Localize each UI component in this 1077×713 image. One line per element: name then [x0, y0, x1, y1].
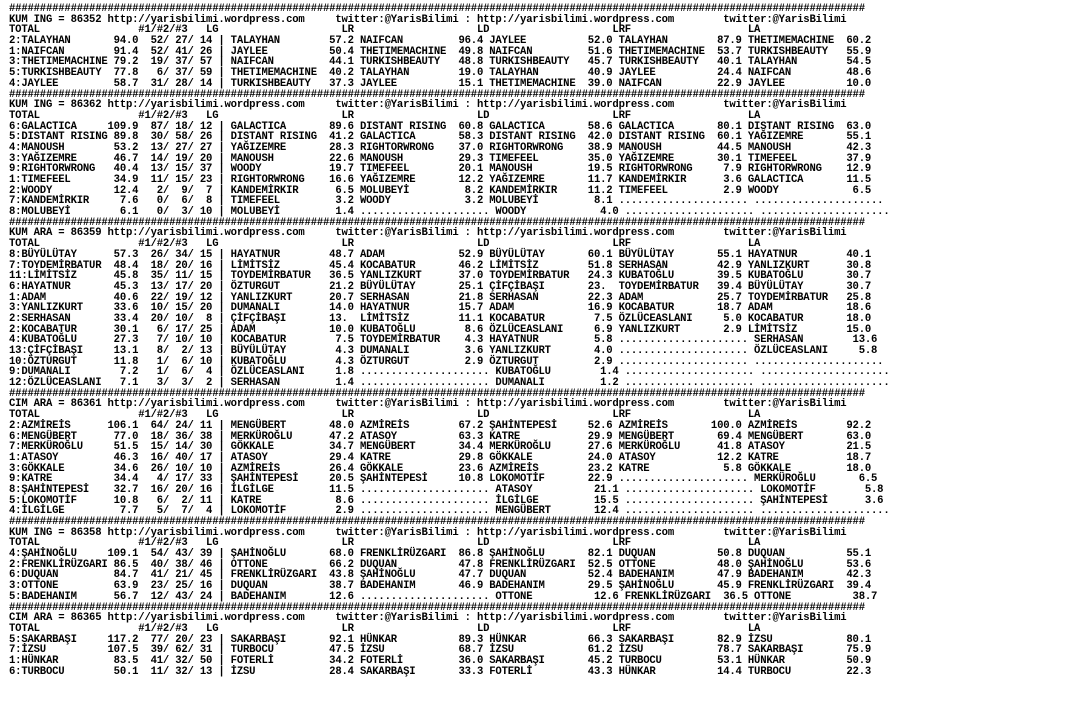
horse-row: 5:BADEHANIM 56.7 12/ 43/ 24 | BADEHANIM 12.6 ..................... OTTONE 12.6 FRENKLİRÜZGARI 36.5 OTTONE 38.7 [9, 590, 878, 603]
horse-row: 7:TOYDEMİRBATUR 48.4 18/ 20/ 16 | LİMİTSİZ 45.4 KOCABATUR 46.2 LİMİTSİZ 51.8 SERHASAN 42.9 YANLIZKURT 30.8 [9, 259, 872, 272]
horse-row: 3:OTTONE 63.9 23/ 25/ 16 | DUQUAN 38.7 BADEHANIM 46.9 BADEHANIM 29.5 ŞAHİNOĞLU 45.9 FRENKLİRÜZGARI 39.4 [9, 580, 872, 593]
horse-row: 3:YANLIZKURT 33.6 10/ 15/ 20 | DUMANALI 14.0 HAYATNUR 15.7 ADAM 16.9 KOCABATUR 18.7 ADAM 18.6 [9, 302, 872, 315]
horse-row: 13:ÇİFÇİBAŞI 13.1 8/ 2/ 13 | BÜYÜLÜTAY 4.3 DUMANALI 3.6 YANLIZKURT 4.0 ..................... ÖZLÜCEASLANI 5.8 [9, 345, 878, 357]
horse-row: 5:TURKISHBEAUTY 77.8 6/ 37/ 59 | THETIMEMACHINE 40.2 TALAYHAN 19.0 TALAYHAN 40.9 JAYLEE 24.4 NAIFCAN 48.6 [9, 67, 872, 80]
horse-row: 8:BÜYÜLÜTAY 57.3 26/ 34/ 15 | HAYATNUR 48.7 ADAM 52.9 BÜYÜLÜTAY 60.1 BÜYÜLÜTAY 55.1 HAYATNUR 40.1 [9, 248, 872, 261]
horse-row: 5:DISTANT RISING 89.8 30/ 58/ 26 | DISTANT RISING 41.2 GALACTICA 58.3 DISTANT RISING 42.0 DISTANT RISING 60.1 YAĞIZEMRE 55.1 [9, 131, 872, 144]
column-header-line: TOTAL #1/#2/#3 LG LR LD LRF LA [9, 109, 761, 122]
horse-row: 4:ŞAHİNOĞLU 109.1 54/ 43/ 39 | ŞAHİNOĞLU 68.0 FRENKLİRÜZGARI 86.8 ŞAHİNOĞLU 82.1 DUQUAN 50.8 DUQUAN 55.1 [9, 548, 872, 561]
horse-row: 2:KOCABATUR 30.1 6/ 17/ 25 | ADAM 10.0 KUBATOĞLU 8.6 ÖZLÜCEASLANI 6.9 YANLIZKURT 2.9 LİMİTSİZ 15.0 [9, 323, 872, 336]
race-header-line: KUM ING = 86362 http://yarisbilimi.wordpress.com twitter:@YarisBilimi : http://yarisbilimi.wordpress.com twitter:@YarisBilimi [9, 99, 847, 112]
horse-row: 12:ÖZLÜCEASLANI 7.1 3/ 3/ 2 | SERHASAN 1.4 ..................... DUMANALI 1.2 ..................... ..................... [9, 377, 890, 390]
horse-row: 6:DUQUAN 84.7 41/ 21/ 45 | FRENKLİRÜZGARI 43.8 ŞAHİNOĞLU 47.7 DUQUAN 52.4 BADEHANIM 47.9 BADEHANIM 42.3 [9, 569, 872, 582]
horse-row: 4:İLGİLGE 7.7 5/ 7/ 4 | LOKOMOTİF 2.9 ..................... MENGÜBERT 12.4 ..................... ..................... [9, 505, 890, 518]
horse-row: 2:TALAYHAN 94.0 52/ 27/ 14 | TALAYHAN 57.2 NAIFCAN 96.4 JAYLEE 52.0 TALAYHAN 87.9 THETIMEMACHINE 60.2 [9, 35, 872, 48]
separator-line: ########################################################################################################################################### [9, 516, 865, 528]
column-header-line: TOTAL #1/#2/#3 LG LR LD LRF LA [9, 537, 761, 550]
horse-row: 7:KANDEMİRKIR 7.6 0/ 6/ 8 | TIMEFEEL 3.2 WOODY 3.2 MOLUBEYİ 8.1 ..................... ..................... [9, 195, 884, 208]
horse-row: 2:WOODY 12.4 2/ 9/ 7 | KANDEMİRKIR 6.5 MOLUBEYİ 8.2 KANDEMİRKIR 11.2 TIMEFEEL 2.9 WOODY 6.5 [9, 184, 872, 197]
horse-row: 1:ATASOY 46.3 16/ 40/ 17 | ATASOY 29.4 KATRE 29.8 GÖKKALE 24.0 ATASOY 12.2 KATRE 18.7 [9, 451, 872, 464]
horse-row: 2:FRENKLİRÜZGARI 86.5 40/ 38/ 46 | OTTONE 66.2 DUQUAN 47.8 FRENKLİRÜZGARI 52.5 OTTONE 48.0 ŞAHİNOĞLU 53.6 [9, 558, 872, 571]
horse-row: 1:HÜNKAR 83.5 41/ 32/ 50 | FOTERLİ 34.2 FOTERLİ 36.0 SAKARBAŞI 45.2 TURBOCU 53.1 HÜNKAR 50.9 [9, 654, 872, 667]
horse-row: 6:MENGÜBERT 77.0 18/ 36/ 38 | MERKÜROĞLU 47.2 ATASOY 63.3 KATRE 29.9 MENGÜBERT 69.4 MENGÜBERT 63.0 [9, 430, 872, 443]
separator-line: ########################################################################################################################################### [9, 3, 865, 15]
column-header-line: TOTAL #1/#2/#3 LG LR LD LRF LA [9, 409, 761, 422]
horse-row: 9:DUMANALI 7.2 1/ 6/ 4 | ÖZLÜCEASLANI 1.8 ..................... KUBATOĞLU 1.4 ..................... ..................... [9, 366, 890, 379]
horse-row: 10:ÖZTURGUT 11.8 1/ 6/ 10 | KUBATOĞLU 4.3 ÖZTURGUT 2.9 ÖZTURGUT 2.9 ..................... ..................... [9, 355, 884, 368]
race-header-line: CIM ARA = 86361 http://yarisbilimi.wordpress.com twitter:@YarisBilimi : http://yarisbilimi.wordpress.com twitter:@YarisBilimi [9, 398, 847, 411]
horse-row: 3:GÖKKALE 34.6 26/ 10/ 10 | AZMİREİS 26.4 GÖKKALE 23.6 AZMİREİS 23.2 KATRE 5.8 GÖKKALE 18.0 [9, 462, 872, 475]
horse-row: 2:SERHASAN 33.4 20/ 10/ 8 | ÇİFÇİBAŞI 13. LİMİTSİZ 11.1 KOCABATUR 7.5 ÖZLÜCEASLANI 5.0 KOCABATUR 18.0 [9, 312, 872, 325]
separator-line: ########################################################################################################################################### [9, 387, 865, 400]
horse-row: 5:SAKARBAŞI 117.2 77/ 20/ 23 | SAKARBAŞI 92.1 HÜNKAR 89.3 HÜNKAR 66.3 SAKARBAŞI 82.9 İZSU 80.1 [9, 633, 872, 646]
horse-row: 9:RIGHTORWRONG 40.4 13/ 15/ 37 | WOODY 19.7 TIMEFEEL 20.1 MANOUSH 19.5 RIGHTORWRONG 7.9 RIGHTORWRONG 12.9 [9, 163, 872, 176]
separator-line: ########################################################################################################################################### [9, 216, 865, 229]
horse-row: 3:THETIMEMACHINE 79.2 19/ 37/ 57 | NAIFCAN 44.1 TURKISHBEAUTY 48.8 TURKISHBEAUTY 45.7 TURKISHBEAUTY 40.1 TALAYHAN 54.5 [9, 56, 872, 69]
horse-row: 1:NAIFCAN 91.4 52/ 41/ 26 | JAYLEE 50.4 THETIMEMACHINE 49.8 NAIFCAN 51.6 THETIMEMACHINE 53.7 TURKISHBEAUTY 55.9 [9, 45, 872, 58]
separator-line: ########################################################################################################################################### [9, 601, 865, 614]
horse-row: 1:ADAM 40.6 22/ 19/ 12 | YANLIZKURT 20.7 SERHASAN 21.8 SERHASAN 22.3 ADAM 25.7 TOYDEMİRBATUR 25.8 [9, 291, 872, 304]
horse-row: 3:YAĞIZEMRE 46.7 14/ 19/ 20 | MANOUSH 22.6 MANOUSH 29.3 TIMEFEEL 35.0 YAĞIZEMRE 30.1 TIMEFEEL 37.9 [9, 152, 872, 165]
race-header-line: KUM ARA = 86359 http://yarisbilimi.wordpress.com twitter:@YarisBilimi : http://yarisbilimi.wordpress.com twitter:@YarisBilimi [9, 227, 847, 240]
race-header-line: KUM ING = 86352 http://yarisbilimi.wordpress.com twitter:@YarisBilimi : http://yarisbilimi.wordpress.com twitter:@YarisBilimi [9, 13, 847, 26]
column-header-line: TOTAL #1/#2/#3 LG LR LD LRF LA [9, 238, 761, 251]
horse-row: 6:HAYATNUR 45.3 13/ 17/ 20 | ÖZTURGUT 21.2 BÜYÜLÜTAY 25.1 ÇİFÇİBAŞI 23. TOYDEMİRBATUR 39.4 BÜYÜLÜTAY 30.7 [9, 280, 872, 293]
separator-line: ########################################################################################################################################### [9, 88, 865, 101]
horse-row: 4:JAYLEE 58.7 31/ 28/ 14 | TURKISHBEAUTY 37.3 JAYLEE 15.1 THETIMEMACHINE 39.0 NAIFCAN 22.9 JAYLEE 10.0 [9, 77, 872, 90]
horse-row: 4:KUBATOĞLU 27.3 7/ 10/ 10 | KOCABATUR 7.5 TOYDEMİRBATUR 4.3 HAYATNUR 5.8 ..................... SERHASAN 13.6 [9, 334, 878, 347]
horse-row: 6:GALACTICA 109.9 87/ 18/ 12 | GALACTICA 89.6 DISTANT RISING 60.8 GALACTICA 58.6 GALACTICA 80.1 DISTANT RISING 63.0 [9, 120, 872, 133]
horse-row: 7:MERKÜROĞLU 51.5 15/ 14/ 30 | GÖKKALE 34.7 MENGÜBERT 34.4 MERKÜROĞLU 27.6 MERKÜROĞLU 41.8 ATASOY 21.5 [9, 441, 872, 454]
horse-row: 1:TIMEFEEL 34.9 11/ 15/ 23 | RIGHTORWRONG 16.6 YAĞIZEMRE 12.2 YAĞIZEMRE 11.7 KANDEMİRKIR 3.6 GALACTICA 11.5 [9, 174, 872, 186]
horse-row: 5:LOKOMOTİF 10.8 6/ 2/ 11 | KATRE 8.6 ..................... İLGİLGE 15.5 ..................... ŞAHİNTEPESİ 3.6 [9, 494, 884, 507]
horse-row: 4:MANOUSH 53.2 13/ 27/ 27 | YAĞIZEMRE 28.3 RIGHTORWRONG 37.0 RIGHTORWRONG 38.9 MANOUSH 44.5 MANOUSH 42.3 [9, 141, 872, 154]
horse-row: 2:AZMİREİS 106.1 64/ 24/ 11 | MENGÜBERT 48.0 AZMİREİS 67.2 ŞAHİNTEPESİ 52.6 AZMİREİS 100.0 AZMİREİS 92.2 [9, 419, 872, 432]
race-header-line: CIM ARA = 86365 http://yarisbilimi.wordpress.com twitter:@YarisBilimi : http://yarisbilimi.wordpress.com twitter:@YarisBilimi [9, 612, 847, 625]
horse-row: 11:LİMİTSİZ 45.8 35/ 11/ 15 | TOYDEMİRBATUR 36.5 YANLIZKURT 37.0 TOYDEMİRBATUR 24.3 KUBATOĞLU 39.5 KUBATOĞLU 30.7 [9, 270, 872, 283]
horse-row: 8:ŞAHİNTEPESİ 32.7 16/ 20/ 16 | İLGİLGE 11.5 ..................... ATASOY 21.1 ..................... LOKOMOTİF 5.8 [9, 483, 884, 496]
column-header-line: TOTAL #1/#2/#3 LG LR LD LRF LA [9, 24, 761, 37]
horse-row: 8:MOLUBEYİ 6.1 0/ 3/ 10 | MOLUBEYİ 1.4 ..................... WOODY 4.0 ..................... ..................... [9, 206, 890, 219]
horse-row: 9:KATRE 34.4 4/ 17/ 33 | ŞAHİNTEPESİ 20.5 ŞAHİNTEPESİ 10.8 LOKOMOTİF 22.9 ..................... MERKÜROĞLU 6.5 [9, 473, 878, 486]
column-header-line: TOTAL #1/#2/#3 LG LR LD LRF LA [9, 622, 761, 635]
horse-row: 6:TURBOCU 50.1 11/ 32/ 13 | İZSU 28.4 SAKARBAŞI 33.3 FOTERLİ 43.3 HÜNKAR 14.4 TURBOCU 22.3 [9, 665, 872, 678]
horse-row: 7:İZSU 107.5 39/ 62/ 31 | TURBOCU 47.5 İZSU 68.7 İZSU 61.2 İZSU 78.7 SAKARBAŞI 75.9 [9, 644, 872, 657]
race-header-line: KUM ING = 86358 http://yarisbilimi.wordpress.com twitter:@YarisBilimi : http://yarisbilimi.wordpress.com twitter:@YarisBilimi [9, 526, 847, 539]
